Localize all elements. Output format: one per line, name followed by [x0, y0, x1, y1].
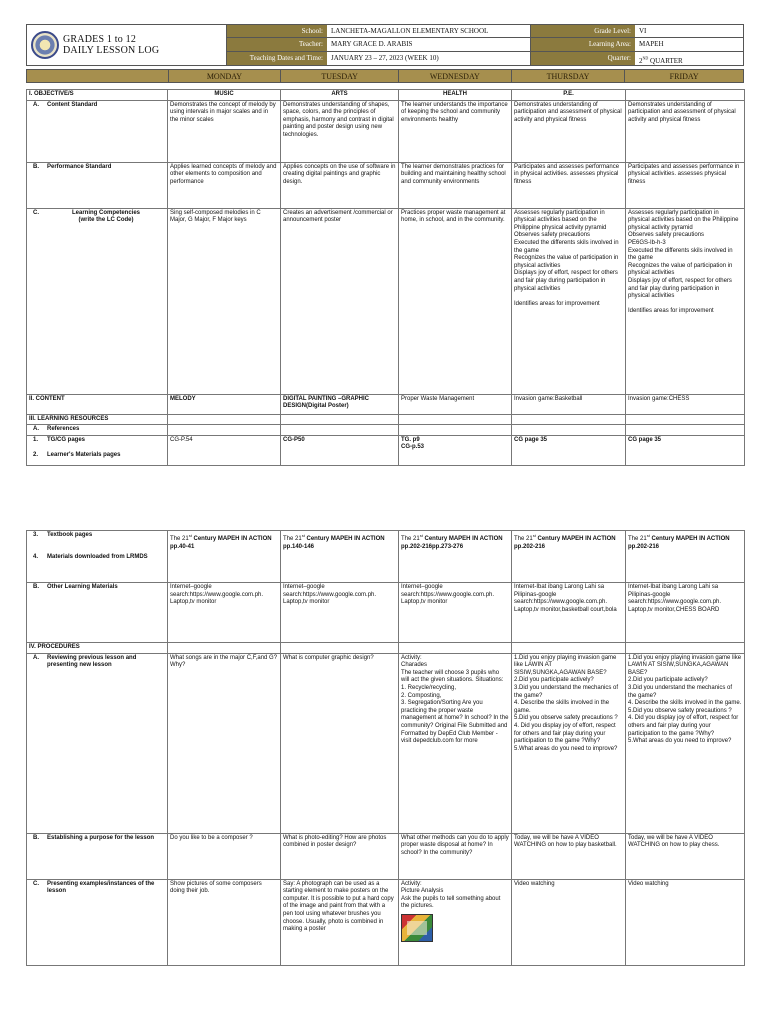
- subject-pe: P.E.: [512, 90, 626, 101]
- textbook-pre: The 21: [170, 536, 189, 542]
- table-cell: CG page 35: [626, 435, 745, 465]
- dates-value: JANUARY 23 – 27, 2023 (WEEK 10): [331, 53, 439, 62]
- table-cell: Video watching: [626, 879, 745, 965]
- quarter-ordinal-suffix: ND: [642, 55, 649, 61]
- row-label: Textbook pages: [47, 532, 93, 538]
- procedures-heading-row: [27, 643, 745, 654]
- other-materials-label: [27, 583, 168, 643]
- table-cell: [399, 879, 512, 965]
- day-header-blank: [27, 70, 168, 82]
- table-cell: What other methods can you do to apply proper waste disposal at home? In school? In the community?: [399, 833, 512, 879]
- table-cell: Demonstrates the concept of melody by using intervals in major scales and in the minor scales: [168, 100, 281, 162]
- day-friday: FRIDAY: [624, 70, 743, 82]
- subject-music: MUSIC: [168, 90, 281, 101]
- table-cell: Internet-Ibat ibang Larong Lahi sa Pilipinas-google search:https://www.google.com.ph. Laptop,tv monitor,basketball court,bola: [512, 583, 626, 643]
- row-number: B.: [33, 834, 39, 841]
- table-cell: 1.Did you enjoy playing invasion game like LAWIN AT SISIW,SUNGKA,AGAWAN BASE? 2.Did you participate actively? 3.Did you understand the mechanics of the game? 4. Describe the skills involved in the game. 5.Did you observe safety precautions ? 4. Did you display joy of effort, respect for others and fair play during your participation to the game ?Why? 5.What areas do you need to improve?: [626, 653, 745, 833]
- row-number: 3.: [33, 532, 39, 538]
- row-number: B.: [33, 584, 39, 590]
- area-value: MAPEH: [639, 40, 664, 49]
- row-label: Learning Competencies (write the LC Code): [71, 209, 140, 224]
- row-number: 1.: [33, 436, 39, 443]
- content-standard-label: [27, 100, 168, 162]
- competencies-label: [27, 208, 168, 394]
- textbook-sup: st: [301, 533, 305, 538]
- presenting-health-text: Activity: Picture Analysis Ask the pupils to tell something about the pictures.: [401, 880, 501, 910]
- subject-health: HEALTH: [399, 90, 512, 101]
- textbook-post: Century MAPEH IN ACTION pp.40-41: [170, 536, 272, 550]
- performance-standard-label: [27, 162, 168, 208]
- row-number: 4.: [33, 553, 39, 560]
- table-cell: Today, we will be have A VIDEO WATCHING on how to play chess.: [626, 833, 745, 879]
- grade-label: Grade Level:: [531, 25, 635, 37]
- grade-value: VI: [639, 27, 647, 35]
- day-monday: MONDAY: [168, 70, 281, 82]
- teacher-label: Teacher:: [227, 38, 327, 50]
- teacher-value: MARY GRACE D. ARABIS: [331, 40, 413, 49]
- school-value: LANCHETA-MAGALLON ELEMENTARY SCHOOL: [331, 27, 489, 35]
- row-label: References: [47, 426, 80, 433]
- tg-pages-label: [27, 435, 168, 465]
- header: [26, 24, 744, 66]
- row-label: Content Standard: [47, 101, 98, 108]
- table-cell: What is photo-editing? How are photos combined in poster design?: [281, 833, 399, 879]
- reviewing-label: [27, 653, 168, 833]
- table-cell: Applies concepts on the use of software in creating digital paintings and graphic design.: [281, 162, 399, 208]
- quarter-value-text: 2ND QUARTER: [639, 55, 683, 65]
- table-cell: Invasion game:CHESS: [626, 394, 745, 414]
- row-label: Establishing a purpose for the lesson: [47, 834, 155, 841]
- table-cell: Assesses regularly participation in physical activities based on the Philippine physical activity pyramid Observes safety precautions PE6GS-Ib-h-3 Executed the differents skils involved in the game Recognizes the value of participation in physical activities Displays joy of effort, respect for others and fair play during participation in physical activities Identifies areas for improvement: [626, 208, 745, 394]
- textbook-post: Century MAPEH IN ACTION pp.202-216: [514, 536, 616, 550]
- table-cell: Demonstrates understanding of participation and assessment of physical activity and physical fitness: [626, 100, 745, 162]
- table-cell: 1.Did you enjoy playing invasion game like LAWIN AT SISIW,SUNGKA,AGAWAN BASE? 2.Did you participate actively? 3.Did you understand the mechanics of the game? 4. Describe the skills involved in the game. 5.Did you observe safety precautions ? 4. Did you display joy of effort, respect for others and fair play during your participation to the game ?Why? 5.What areas do you need to improve?: [512, 653, 626, 833]
- day-wednesday: WEDNESDAY: [398, 70, 511, 82]
- textbook-post: Century MAPEH IN ACTION pp.202-216pp.273-276: [401, 536, 503, 550]
- area-label: Learning Area:: [531, 38, 635, 50]
- table-cell: Practices proper waste management at home, in school, and in the community.: [399, 208, 512, 394]
- row-number: A.: [33, 654, 39, 661]
- textbook-pre: The 21: [514, 536, 533, 542]
- table-cell: [399, 531, 512, 583]
- table-cell: DIGITAL PAINTING –GRAPHIC DESIGN(Digital Poster): [281, 394, 399, 414]
- table-cell: CG-P50: [281, 435, 399, 465]
- table-cell: Activity: Charades The teacher will choose 3 pupils who will act the given situations. Situations: 1. Recycle/recycling, 2. Composting, 3. Segregation/Sorting Are you practicing the proper waste management at home? In school? In the community? Original File Submitted and Formatted by DepEd Club Member - visit depedclub.com for more: [399, 653, 512, 833]
- row-label: Presenting examples/instances of the lesson: [47, 880, 155, 895]
- row-number: B.: [33, 163, 39, 170]
- presenting-label: [27, 879, 168, 965]
- textbook-sup: st: [188, 533, 192, 538]
- row-label: Performance Standard: [47, 163, 112, 170]
- day-tuesday: TUESDAY: [280, 70, 398, 82]
- row-label: Learner's Materials pages: [47, 452, 121, 459]
- table-cell: TG. p9 CG-p.53: [399, 435, 512, 465]
- row-number: 2.: [33, 452, 39, 459]
- table-cell: Applies learned concepts of melody and other elements to composition and performance: [168, 162, 281, 208]
- row-label: Materials downloaded from LRMDS: [47, 553, 148, 560]
- school-label: School:: [227, 25, 327, 37]
- textbook-pre: The 21: [283, 536, 302, 542]
- table-cell: Participates and assesses performance in physical activities. assesses physical fitness: [626, 162, 745, 208]
- row-number: A.: [33, 426, 39, 433]
- row-label: Reviewing previous lesson and presenting new lesson: [47, 654, 137, 669]
- row-number: A.: [33, 101, 39, 108]
- lesson-log-page-2: [26, 530, 744, 966]
- table-cell: The learner demonstrates practices for building and maintaining healthy school and community environments: [399, 162, 512, 208]
- table-cell: [512, 425, 626, 436]
- table-cell: CG page 35: [512, 435, 626, 465]
- table-cell: What is computer graphic design?: [281, 653, 399, 833]
- table-cell: Do you like to be a composer ?: [168, 833, 281, 879]
- table-cell: Video watching: [512, 879, 626, 965]
- performance-standard-row: [27, 162, 745, 208]
- textbook-sup: st: [646, 533, 650, 538]
- table-cell: [626, 643, 745, 654]
- deped-seal-icon: [31, 31, 59, 59]
- presenting-row: [27, 879, 745, 965]
- table-cell: [168, 531, 281, 583]
- textbook-pre: The 21: [628, 536, 647, 542]
- references-row: [27, 425, 745, 436]
- subject-friday: [626, 90, 745, 101]
- table-cell: What songs are in the major C,F,and G? Why?: [168, 653, 281, 833]
- establishing-label: [27, 833, 168, 879]
- table-cell: [281, 425, 399, 436]
- textbook-label: [27, 531, 168, 583]
- content-heading: II. CONTENT: [27, 394, 168, 414]
- competencies-row: [27, 208, 745, 394]
- title-line-2: DAILY LESSON LOG: [63, 45, 160, 56]
- waste-picture-image: [401, 914, 433, 942]
- table-cell: Proper Waste Management: [399, 394, 512, 414]
- table-cell: [168, 643, 281, 654]
- table-cell: Demonstrates understanding of shapes, space, colors, and the principles of emphasis, harmony and contrast in digital painting and poster design using new technologies.: [281, 100, 399, 162]
- references-label: [27, 425, 168, 436]
- table-cell: Internet–google search:https://www.google.com.ph. Laptop,tv monitor: [281, 583, 399, 643]
- procedures-heading: IV. PROCEDURES: [27, 643, 168, 654]
- dates-label: Teaching Dates and Time:: [227, 52, 327, 65]
- table-cell: [281, 531, 399, 583]
- table-cell: [512, 414, 626, 425]
- table-cell: Today, we will be have A VIDEO WATCHING on how to play basketball.: [512, 833, 626, 879]
- table-cell: [399, 414, 512, 425]
- row-label: TG/CG pages: [47, 436, 86, 443]
- lesson-table-page-2: [26, 530, 745, 966]
- table-cell: [626, 425, 745, 436]
- table-cell: Invasion game:Basketball: [512, 394, 626, 414]
- table-cell: CG-P.54: [168, 435, 281, 465]
- table-cell: [399, 425, 512, 436]
- table-cell: Internet–google search:https://www.google.com.ph. Laptop,tv monitor: [399, 583, 512, 643]
- textbook-sup: st: [419, 533, 423, 538]
- lesson-table-page-1: [26, 89, 745, 466]
- textbook-post: Century MAPEH IN ACTION pp.202-216: [628, 536, 730, 550]
- textbook-pre: The 21: [401, 536, 420, 542]
- quarter-label: Quarter:: [531, 52, 635, 65]
- quarter-value: [635, 52, 743, 65]
- establishing-row: [27, 833, 745, 879]
- table-cell: Sing self-composed melodies in C Major, G Major, F Major keys: [168, 208, 281, 394]
- table-cell: Assesses regularly participation in physical activities based on the Philippine physical activity pyramid Observes safety precautions Executed the differents skils involved in the game Recognizes the value of participation in physical activities Displays joy of effort, respect for others and fair play during participation in physical activities Identifies areas for improvement: [512, 208, 626, 394]
- table-cell: [512, 531, 626, 583]
- lesson-log-page-1: [26, 24, 744, 466]
- table-cell: [168, 414, 281, 425]
- table-cell: Internet-Ibat ibang Larong Lahi sa Pilipinas-google search:https://www.google.com.ph. Laptop,tv monitor,CHESS BOARD: [626, 583, 745, 643]
- table-cell: Demonstrates understanding of participation and assessment of physical activity and physical fitness: [512, 100, 626, 162]
- school-info: [227, 25, 531, 65]
- class-info: [531, 25, 743, 65]
- day-header-bar: [26, 69, 744, 83]
- other-materials-row: [27, 583, 745, 643]
- content-row: [27, 394, 745, 414]
- textbook-row: [27, 531, 745, 583]
- table-cell: [168, 425, 281, 436]
- table-cell: [281, 643, 399, 654]
- day-thursday: THURSDAY: [511, 70, 625, 82]
- textbook-post: Century MAPEH IN ACTION pp.140-146: [283, 536, 385, 550]
- table-cell: MELODY: [168, 394, 281, 414]
- resources-heading-row: [27, 414, 745, 425]
- table-cell: Participates and assesses performance in physical activities. assesses physical fitness: [512, 162, 626, 208]
- document-title: [63, 34, 159, 56]
- table-cell: [512, 643, 626, 654]
- table-cell: Internet–google search:https://www.google.com.ph. Laptop,tv monitor: [168, 583, 281, 643]
- reviewing-row: [27, 653, 745, 833]
- row-number: C.: [33, 880, 39, 887]
- table-cell: Creates an advertisement /commercial or announcement poster: [281, 208, 399, 394]
- deped-logo-area: [27, 25, 227, 65]
- content-standard-row: [27, 100, 745, 162]
- row-number: C.: [33, 209, 39, 216]
- table-cell: Show pictures of some composers doing their job.: [168, 879, 281, 965]
- table-cell: Say: A photograph can be used as a starting element to make posters on the computer. It is possible to put a hard copy of the image and paint from that with a pen tool using whatever brushes you choose. Usually, photo is combined in making a poster: [281, 879, 399, 965]
- title-line-1: GRADES 1 to 12: [63, 34, 137, 45]
- tg-pages-row: [27, 435, 745, 465]
- table-cell: [399, 643, 512, 654]
- table-cell: [281, 414, 399, 425]
- textbook-sup: st: [532, 533, 536, 538]
- objectives-heading: I. OBJECTIVE/S: [27, 90, 168, 101]
- subject-row: [27, 90, 745, 101]
- table-cell: The learner understands the importance of keeping the school and community environments healthy: [399, 100, 512, 162]
- table-cell: [626, 531, 745, 583]
- row-label: Other Learning Materials: [47, 584, 118, 590]
- table-cell: [626, 414, 745, 425]
- subject-arts: ARTS: [281, 90, 399, 101]
- resources-heading: III. LEARNING RESOURCES: [27, 414, 168, 425]
